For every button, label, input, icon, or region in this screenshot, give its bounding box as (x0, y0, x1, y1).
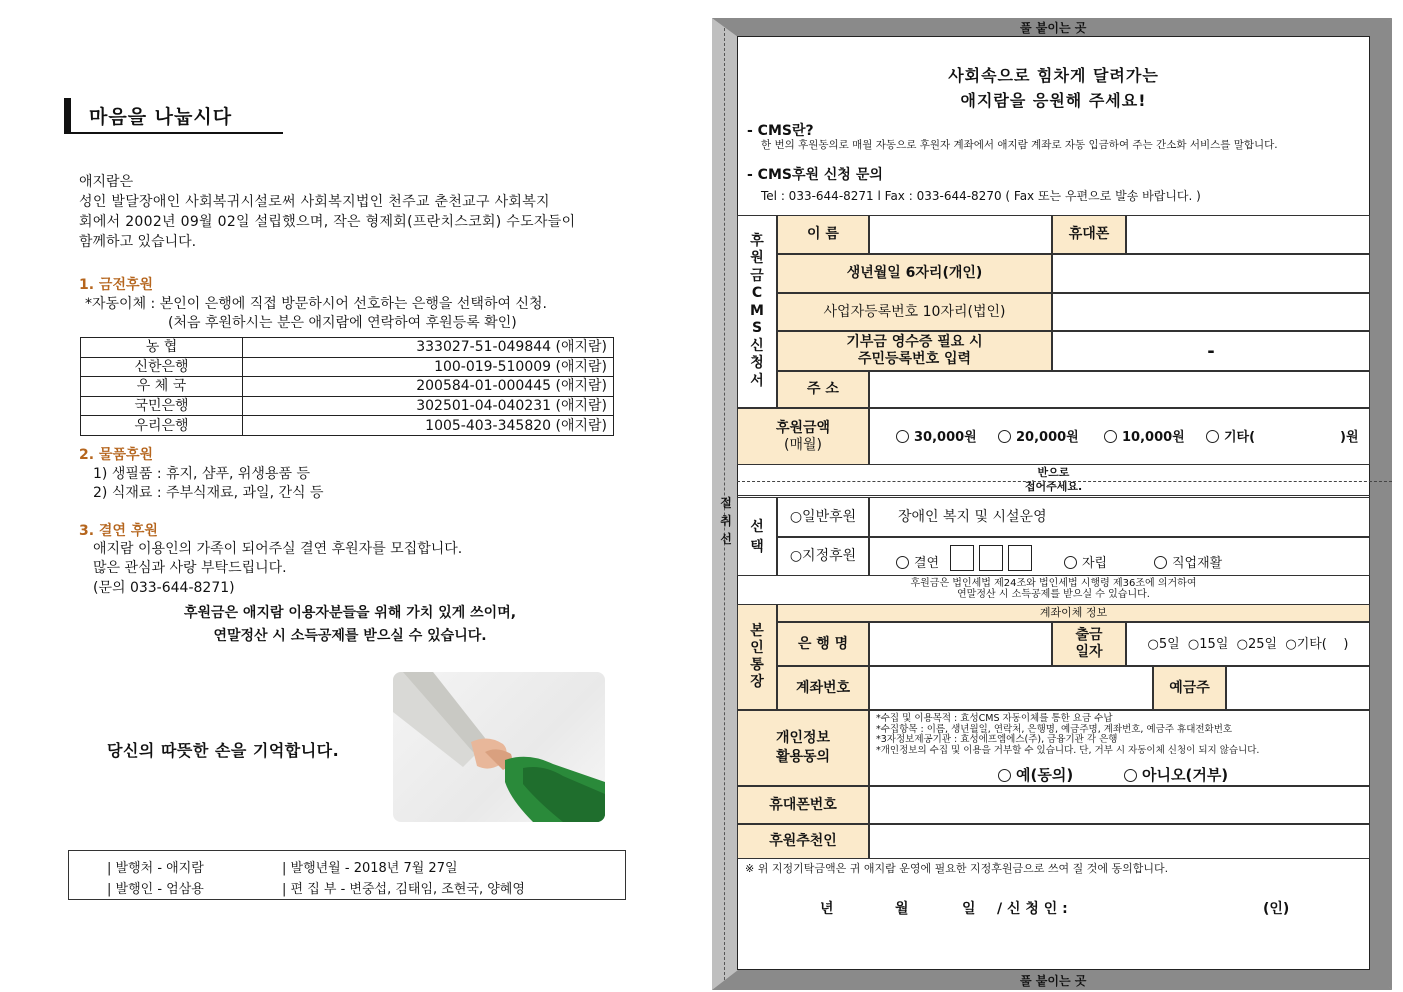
table-row (81, 377, 614, 397)
privacy-line: *개인정보의 수집 및 이용을 거부할 수 있습니다. 단, 거부 시 자동이체 신청이 되지 않습니다. (876, 744, 1260, 756)
radio-circle (1154, 556, 1167, 569)
bank-name: 국민은행 (81, 396, 243, 416)
amount-option-20000[interactable] (998, 429, 1079, 446)
general-support-option[interactable]: ○일반후원 (777, 497, 869, 537)
bank-name-label: 은 행 명 (777, 622, 869, 666)
seal-label: (인) (1263, 901, 1290, 917)
option-label: 직업재활 (1172, 556, 1223, 571)
first-donation-text: (처음 후원하시는 분은 애지람에 연락하여 후원등록 확인) (168, 315, 517, 331)
side-char: 원 (750, 250, 764, 267)
bankbook-char: 본 (750, 623, 764, 639)
privacy-label-line: 개인정보 (775, 730, 831, 746)
holding-hands-image (393, 672, 605, 822)
radio-circle (1104, 430, 1117, 443)
intro-line: 성인 발달장애인 사회복귀시설로써 사회복지법인 천주교 춘천교구 사회복지 (79, 194, 550, 210)
fold-line-dashed (737, 481, 1392, 482)
receipt-line: 주민등록번호 입력 (857, 351, 972, 367)
radio-circle (896, 556, 909, 569)
side-char: 후 (750, 232, 764, 249)
withdraw-date-options[interactable]: ○5일 ○15일 ○25일 ○기타( ) (1126, 622, 1370, 666)
vocational-option[interactable] (1154, 555, 1222, 572)
fold-bottom-border (737, 495, 1370, 496)
bank-account-table (80, 337, 614, 436)
option-label: 10,000원 (1122, 430, 1185, 445)
table-row (81, 416, 614, 436)
side-char: M (750, 302, 764, 319)
option-label: 30,000원 (914, 430, 977, 445)
radio-circle (998, 430, 1011, 443)
account-number-field[interactable] (869, 666, 1153, 710)
sponsorship-option[interactable] (896, 555, 939, 572)
designated-options (869, 537, 1370, 576)
resident-number-field[interactable] (1052, 331, 1370, 371)
bank-name: 우리은행 (81, 416, 243, 436)
disagree-label: 아니오(거부) (1142, 766, 1229, 784)
name-label: 이 름 (777, 215, 869, 254)
independence-option[interactable] (1064, 555, 1107, 572)
bank-name: 신한은행 (81, 357, 243, 377)
amount-label (737, 408, 869, 465)
editors-text: | 편 집 부 - 변중섭, 김태임, 조현국, 양혜영 (282, 882, 525, 897)
amount-option-30000[interactable] (896, 429, 977, 446)
closing-line: 연말정산 시 소득공제를 받으실 수 있습니다. (213, 628, 487, 644)
radio-circle (896, 430, 909, 443)
goods-line: 1) 생필품 : 휴지, 샴푸, 위생용품 등 (93, 466, 310, 482)
radio-circle (1064, 556, 1077, 569)
select-char: 선 (750, 518, 764, 535)
section-title: 3. 결연 후원 (79, 523, 158, 539)
bank-name: 농 협 (81, 338, 243, 358)
option-label: 기타( (1224, 430, 1256, 445)
goods-line: 2) 식재료 : 주부식재료, 과일, 간식 등 (93, 485, 324, 501)
disagree-option[interactable] (1124, 764, 1228, 785)
intro-line: 회에서 2002년 09월 02일 설립했으며, 작은 형제회(프란치스코회) 수도자들이 (79, 214, 576, 230)
cms-question: - CMS란? (747, 123, 814, 139)
page-title: 마음을 나눕시다 (89, 106, 233, 128)
cut-char: 취 (720, 514, 732, 528)
bank-account: 100-019-510009 (애지람) (243, 357, 614, 377)
side-char: C (751, 285, 763, 302)
withdraw-date-label (1052, 622, 1126, 666)
privacy-label-line: 활용동의 (775, 749, 831, 765)
form-heading (737, 63, 1370, 113)
publish-date-text: | 발행년월 - 2018년 7월 27일 (282, 861, 458, 876)
heading-line: 애지람을 응원해 주세요! (960, 91, 1147, 110)
phone-number-field[interactable] (869, 786, 1370, 824)
option-label: 자립 (1082, 556, 1108, 571)
cut-label (716, 494, 736, 548)
birthdate-label: 생년월일 6자리(개인) (777, 254, 1052, 293)
signature-line (737, 898, 1370, 918)
amount-sub: (매월) (784, 436, 822, 453)
privacy-details (876, 714, 1366, 756)
amount-other-unit: )원 (1340, 430, 1359, 445)
bankbook-char: 통 (750, 657, 764, 673)
withdraw-line: 출금 (1075, 627, 1103, 643)
hands-illustration (393, 672, 605, 822)
sponsorship-box[interactable] (950, 545, 974, 571)
auto-transfer-text: *자동이체 : 본인이 은행에 직접 방문하시어 선호하는 은행을 선택하여 신청. (85, 296, 547, 312)
bank-account: 302501-04-040231 (애지람) (243, 396, 614, 416)
receipt-label (777, 331, 1052, 371)
glue-label-top: 풀 붙이는 곳 (1020, 21, 1087, 35)
inquiry-title: - CMS후원 신청 문의 (747, 167, 883, 183)
bank-account: 1005-403-345820 (애지람) (243, 416, 614, 436)
sponsorship-box[interactable] (979, 545, 1003, 571)
bank-account: 333027-51-049844 (애지람) (243, 338, 614, 358)
inquiry-contact: Tel : 033-644-8271 l Fax : 033-644-8270 ( Fax 또는 우편으로 발송 바랍니다. ) (761, 189, 1201, 203)
intro-block (79, 172, 619, 252)
amount-options (869, 408, 1370, 465)
withdraw-line: 일자 (1075, 644, 1103, 660)
amount-option-other[interactable] (1206, 429, 1255, 446)
receipt-line: 기부금 영수증 필요 시 (846, 334, 983, 350)
table-row (81, 338, 614, 358)
left-title-bar (64, 98, 71, 134)
bank-name-field[interactable] (869, 622, 1052, 666)
remember-text: 당신의 따뜻한 손을 기억합니다. (107, 741, 340, 760)
phone-number-label: 휴대폰번호 (737, 786, 869, 824)
account-header-text: 계좌이체 정보 (1039, 606, 1108, 619)
cut-char: 선 (720, 532, 732, 546)
bankbook-char: 장 (750, 674, 764, 690)
privacy-line: *수집 및 이용목적 : 효성CMS 자동이체를 통한 요금 수납 (876, 713, 1113, 724)
section-title: 2. 물품후원 (79, 447, 154, 463)
issuer-text: | 발행인 - 엄삼용 (107, 882, 204, 897)
account-number-label: 계좌번호 (777, 666, 869, 710)
table-row (81, 357, 614, 377)
mobile-field[interactable] (1126, 215, 1370, 254)
business-number-label: 사업자등록번호 10자리(법인) (777, 293, 1052, 331)
radio-circle (1124, 769, 1137, 782)
business-number-field[interactable] (1052, 293, 1370, 331)
account-holder-label: 예금주 (1153, 666, 1226, 710)
privacy-line: *3자정보제공기관 : 효성에프엠에스(주), 금융기관 각 은행 (876, 734, 1118, 745)
address-field[interactable] (869, 371, 1370, 408)
sponsor-line: (문의 033-644-8271) (93, 580, 235, 596)
fold-text (737, 466, 1370, 494)
publisher-text: | 발행처 - 애지람 (107, 861, 204, 876)
referrer-label: 후원추천인 (737, 824, 869, 859)
closing-text (80, 602, 620, 648)
general-support-desc: 장애인 복지 및 시설운영 (869, 497, 1370, 537)
tax-note-line: 후원금은 법인세법 제24조와 법인세법 시행령 제36조에 의거하여 (910, 578, 1197, 589)
tax-note-line: 연말정산 시 소득공제를 받으실 수 있습니다. (957, 589, 1150, 600)
consent-note: ※ 위 지정기탁금액은 귀 애지람 운영에 필요한 지정후원금으로 쓰여 질 것에 동의합니다. (745, 862, 1169, 875)
side-char: 청 (750, 355, 764, 372)
fold-line: 접어주세요. (1024, 480, 1083, 493)
side-char: 신 (750, 337, 764, 354)
option-label: 20,000원 (1016, 430, 1079, 445)
select-side-label (737, 497, 777, 576)
option-label: 결연 (914, 556, 940, 571)
referrer-field[interactable] (869, 824, 1370, 859)
side-char: S (751, 320, 763, 337)
amount-title: 후원금액 (775, 419, 831, 436)
cms-description: 한 번의 후원동의로 매월 자동으로 후원자 계좌에서 애지람 계좌로 자동 입금하여 주는 간소화 서비스를 말합니다. (761, 139, 1278, 151)
name-field[interactable] (869, 215, 1052, 254)
fold-line: 반으로 (1037, 466, 1070, 479)
side-char: 서 (750, 372, 764, 389)
sponsor-line: 애지람 이용인의 가족이 되어주실 결연 후원자를 모집합니다. (93, 541, 463, 557)
heading-line: 사회속으로 힘차게 달려가는 (948, 66, 1159, 85)
radio-circle (1206, 430, 1219, 443)
address-label: 주 소 (777, 371, 869, 408)
bank-name: 우 체 국 (81, 377, 243, 397)
designated-support-option[interactable]: ○지정후원 (777, 537, 869, 576)
year-label: 년 (820, 901, 834, 917)
tax-note (737, 578, 1370, 600)
account-info-header (777, 604, 1370, 622)
month-label: 월 (895, 901, 909, 917)
resident-dash: - (1207, 340, 1215, 362)
sponsor-line: 많은 관심과 사랑 부탁드립니다. (93, 560, 287, 576)
select-char: 택 (750, 538, 764, 555)
sponsorship-box[interactable] (1008, 545, 1032, 571)
bankbook-side-label (737, 604, 777, 710)
side-char: 금 (750, 267, 764, 284)
account-holder-field[interactable] (1226, 666, 1370, 710)
agree-option[interactable] (998, 764, 1073, 785)
day-label: 일 (962, 901, 976, 917)
agree-label: 예(동의) (1016, 766, 1074, 784)
table-row (81, 396, 614, 416)
glue-label-bottom: 풀 붙이는 곳 (1020, 974, 1087, 988)
mobile-label: 휴대폰 (1052, 215, 1126, 254)
section-title: 1. 금전후원 (79, 277, 154, 293)
title-underline (64, 132, 283, 134)
cms-side-label (737, 215, 777, 408)
intro-line: 함께하고 있습니다. (79, 234, 197, 250)
intro-label: 애지람은 (79, 174, 134, 190)
bank-account: 200584-01-000445 (애지람) (243, 377, 614, 397)
applicant-label: / 신 청 인 : (997, 901, 1068, 917)
cut-char: 절 (720, 496, 732, 510)
privacy-line: *수집항목 : 이름, 생년월일, 연락처, 은행명, 예금주명, 계좌번호, 예금주 휴대전화번호 (876, 723, 1233, 735)
birthdate-field[interactable] (1052, 254, 1370, 293)
bankbook-char: 인 (750, 640, 764, 656)
glue-flap-right (1370, 18, 1392, 990)
amount-option-10000[interactable] (1104, 429, 1185, 446)
radio-circle (998, 769, 1011, 782)
publisher-box (68, 850, 626, 900)
closing-line: 후원금은 애지람 이용자분들을 위해 가치 있게 쓰이며, (183, 605, 517, 621)
privacy-consent-label (737, 710, 869, 786)
